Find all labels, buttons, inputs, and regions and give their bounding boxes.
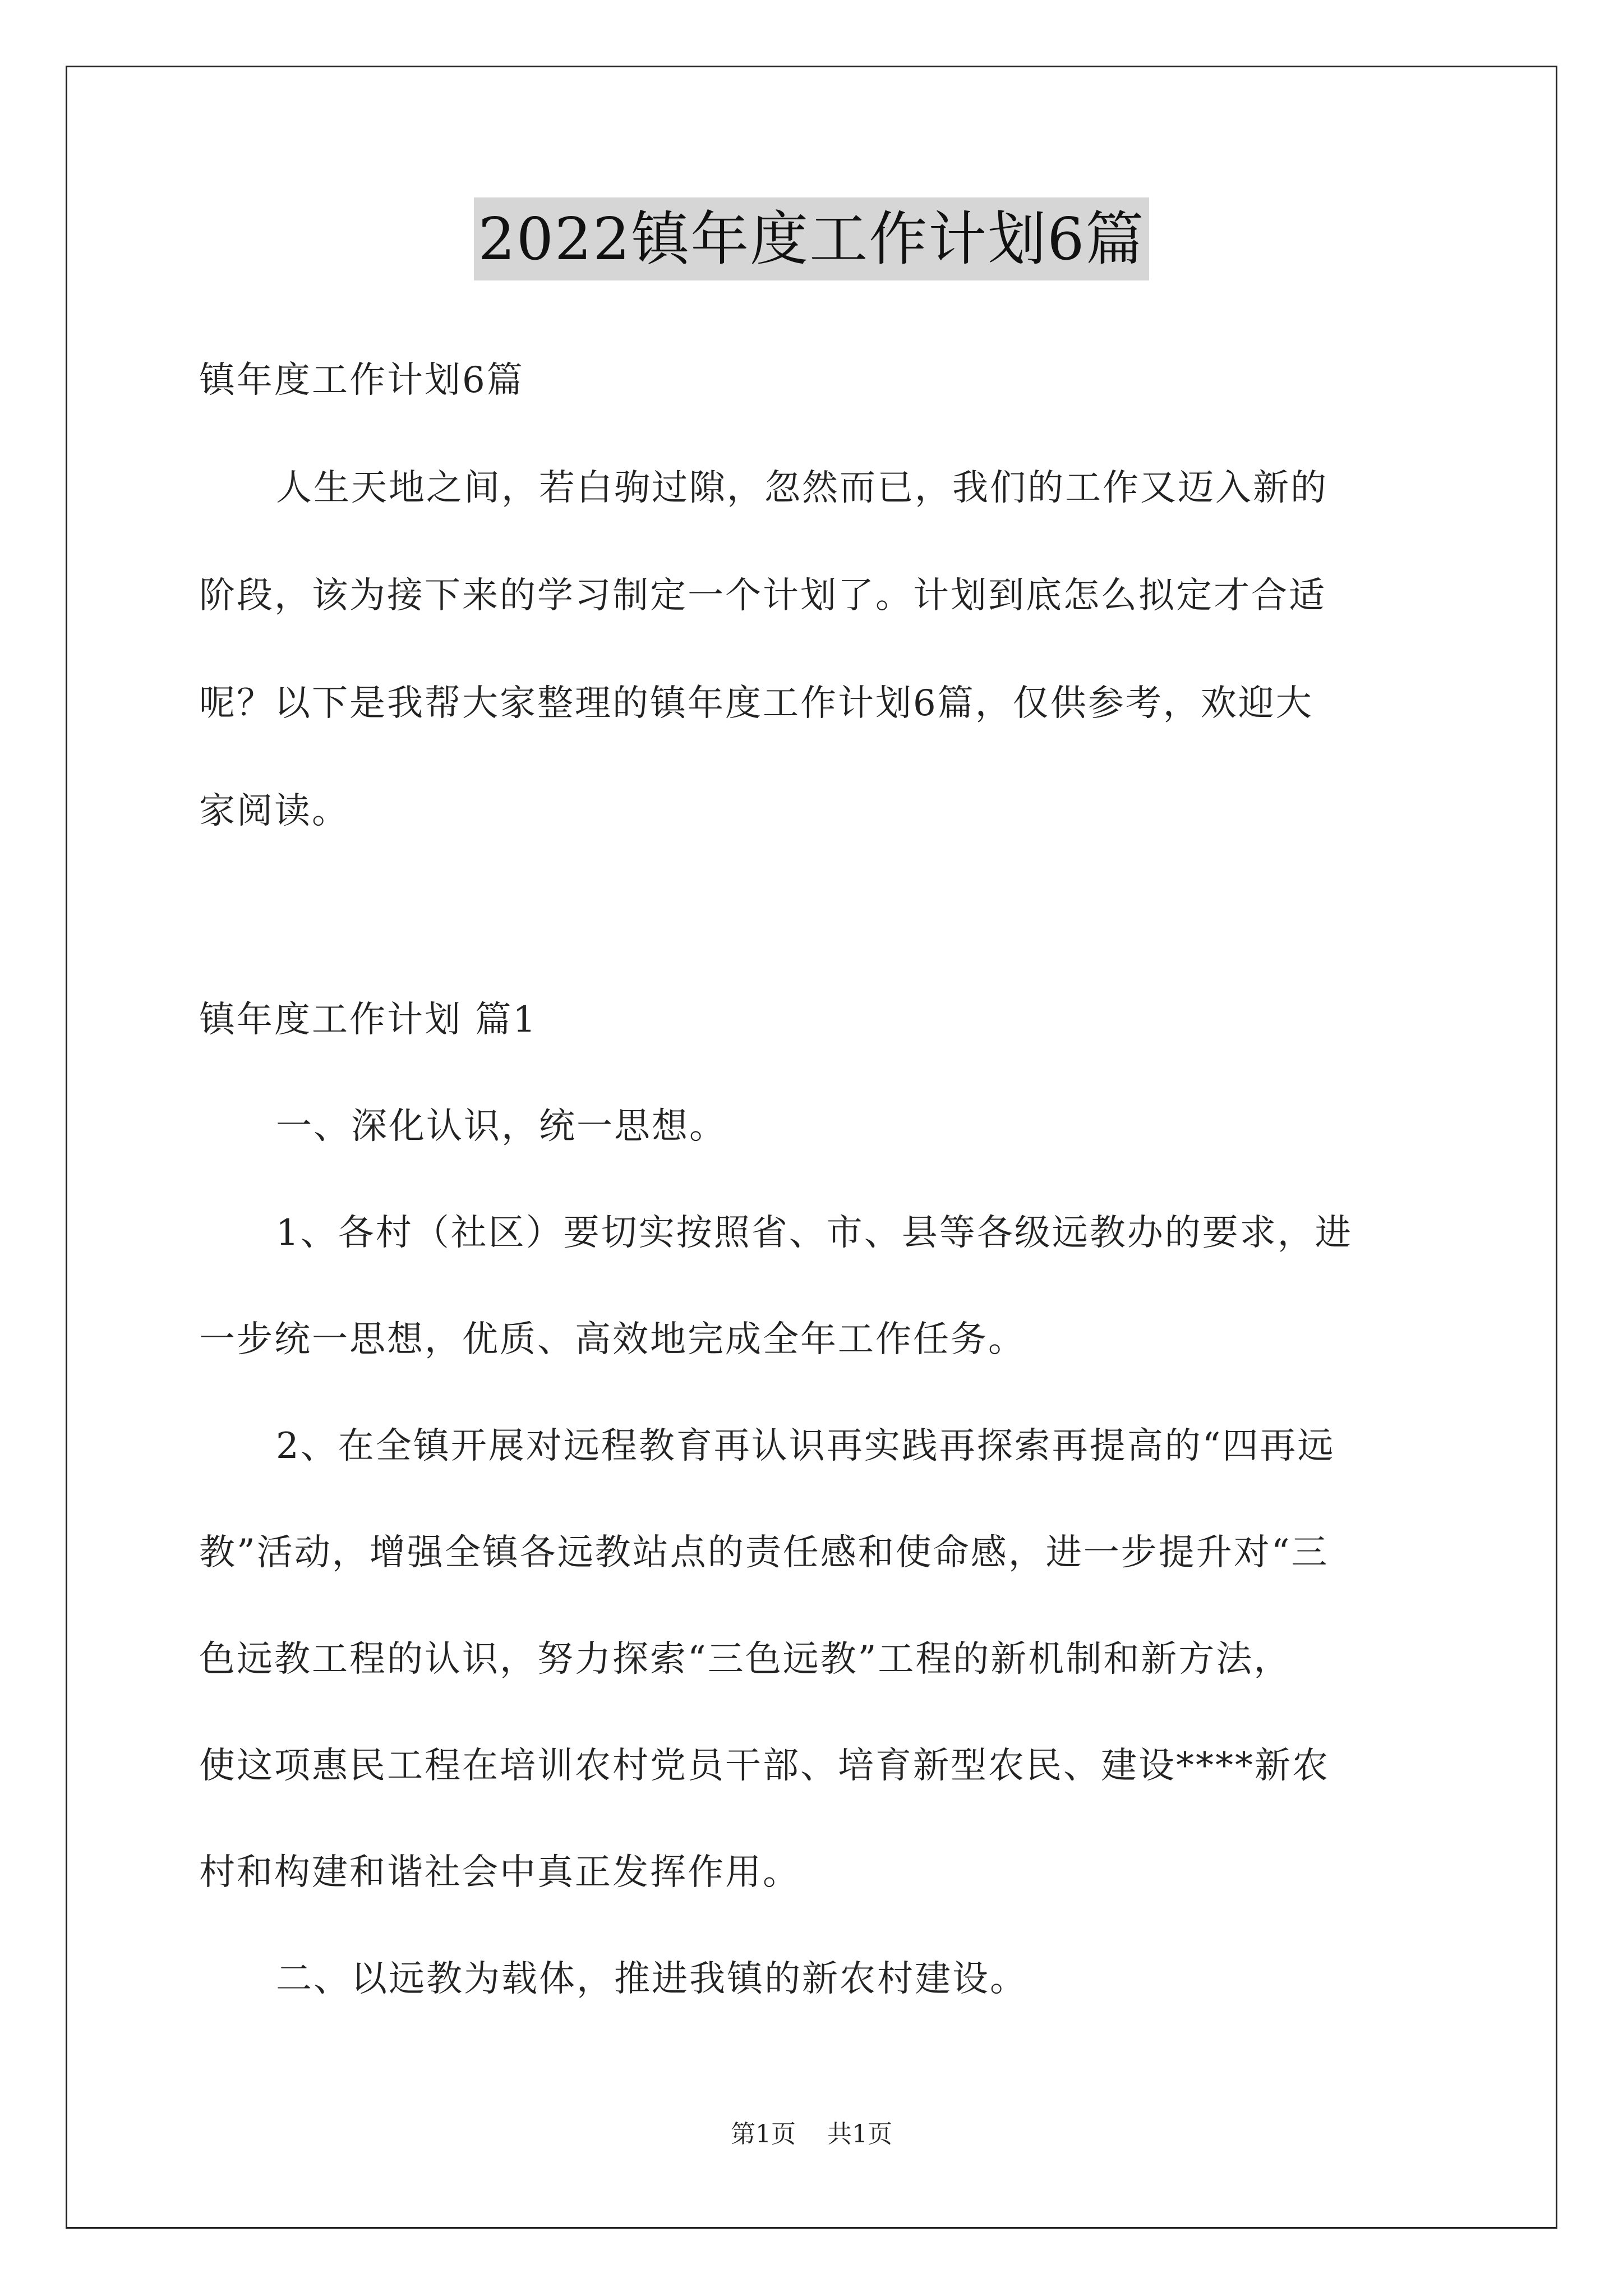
title-container [0, 197, 1623, 280]
page-footer: 第1页 共1页 [731, 2120, 892, 2148]
intro-line-4: 家阅读。 [199, 790, 349, 832]
intro-line-3: 呢？以下是我帮大家整理的镇年度工作计划6篇，仅供参考，欢迎大 [199, 683, 1313, 724]
item-two-line-4: 使这项惠民工程在培训农村党员干部、培育新型农民、建设****新农 [199, 1745, 1330, 1787]
item-one-line-2: 一步统一思想，优质、高效地完成全年工作任务。 [199, 1319, 1026, 1360]
point-one-heading: 一、深化认识，统一思想。 [276, 1106, 727, 1147]
item-two-line-2: 教”活动，增强全镇各远教站点的责任感和使命感，进一步提升对“三 [199, 1532, 1329, 1573]
section-heading: 镇年度工作计划 篇1 [199, 999, 538, 1041]
item-two-line-3: 色远教工程的认识，努力探索“三色远教”工程的新机制和新方法， [199, 1639, 1292, 1680]
document-subtitle: 镇年度工作计划6篇 [199, 360, 524, 401]
intro-line-1: 人生天地之间，若白驹过隙，忽然而已，我们的工作又迈入新的 [276, 467, 1328, 509]
intro-line-2: 阶段，该为接下来的学习制定一个计划了。计划到底怎么拟定才合适 [199, 575, 1326, 616]
item-one-line-1: 1、各村（社区）要切实按照省、市、县等各级远教办的要求，进 [276, 1212, 1353, 1254]
item-two-line-5: 村和构建和谐社会中真正发挥作用。 [199, 1852, 800, 1893]
item-two-line-1: 2、在全镇开展对远程教育再认识再实践再探索再提高的“四再远 [276, 1425, 1335, 1467]
document-title: 2022镇年度工作计划6篇 [474, 197, 1150, 280]
point-two-heading: 二、以远教为载体，推进我镇的新农村建设。 [276, 1958, 1027, 2000]
